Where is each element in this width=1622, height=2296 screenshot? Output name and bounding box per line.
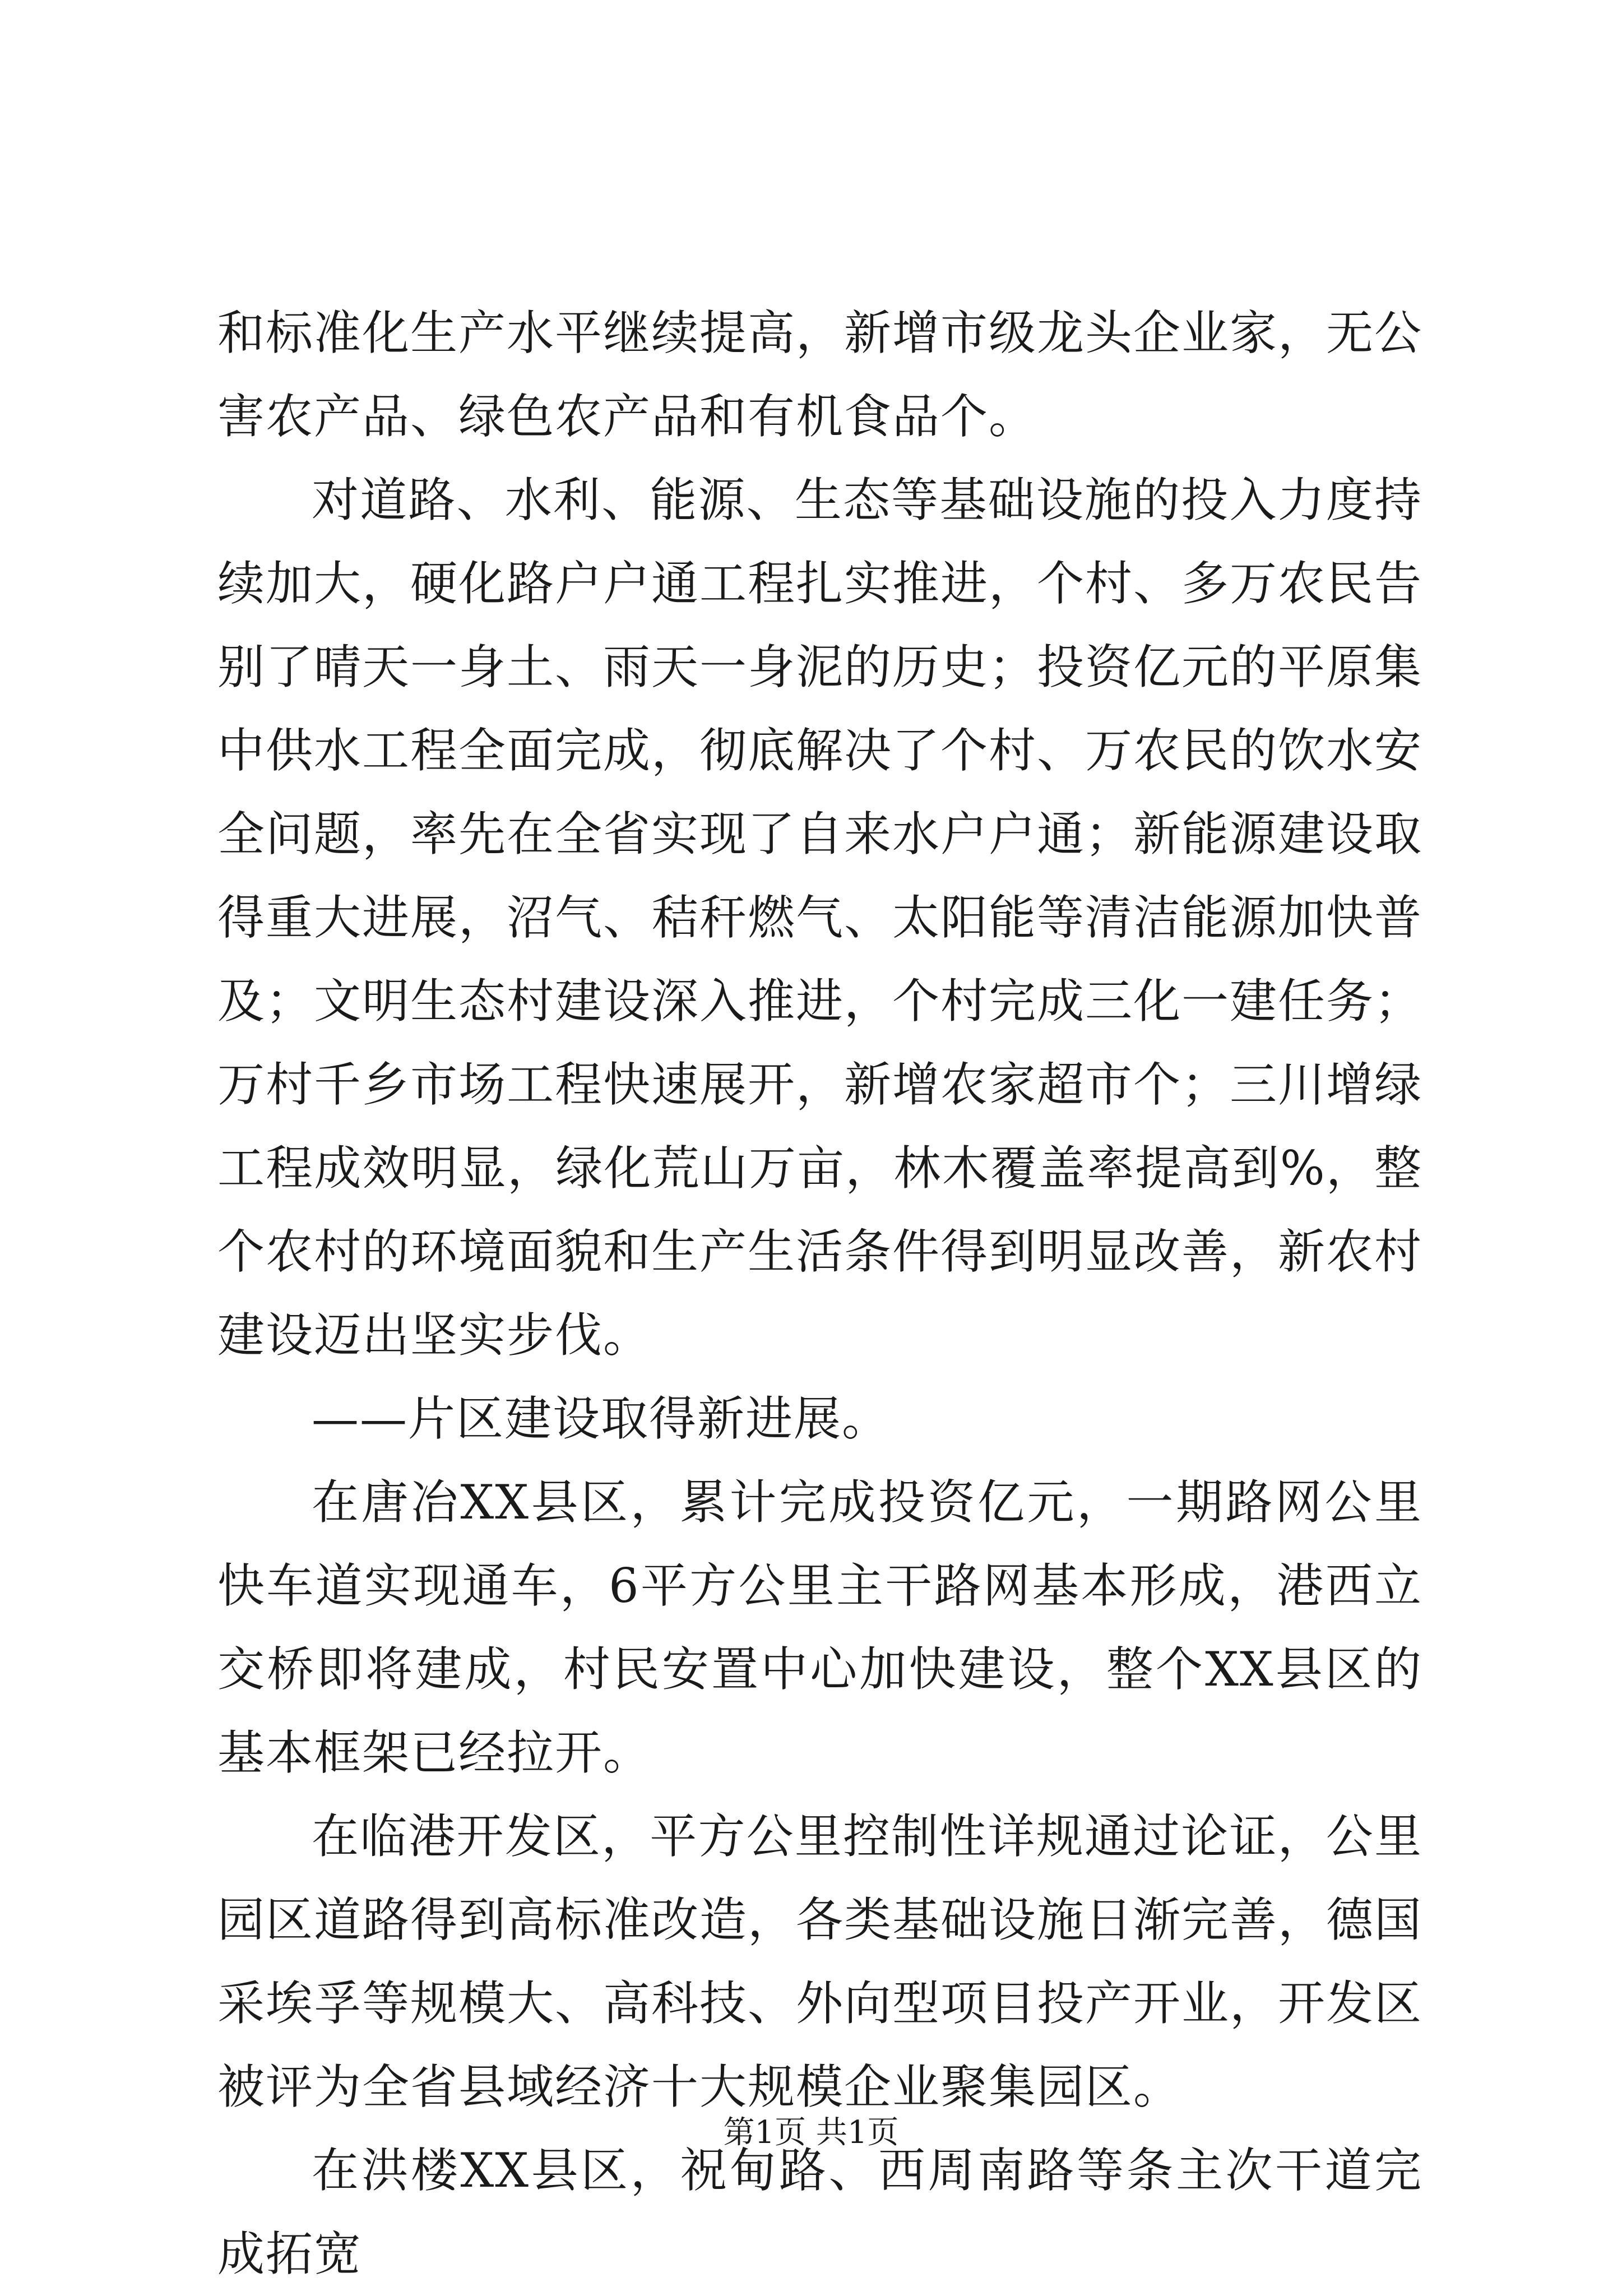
- page-footer: 第1页 共1页: [723, 2114, 899, 2151]
- paragraph-3-heading: ——片区建设取得新进展。: [312, 1391, 891, 1446]
- paragraph-6: 在洪楼XX县区，祝甸路、西周南路等条主次干道完成拓宽: [217, 2143, 1422, 2281]
- paragraph-1: 和标准化生产水平继续提高，新增市级龙头企业家，无公害农产品、绿色农产品和有机食品个。: [217, 305, 1423, 444]
- paragraph-4: 在唐冶XX县区，累计完成投资亿元，一期路网公里快车道实现通车，6平方公里主干路网基本形成，港西立交桥即将建成，村民安置中心加快建设，整个XX县区的基本框架已经拉开。: [217, 1475, 1422, 1780]
- paragraph-2: 对道路、水利、能源、生态等基础设施的投入力度持续加大，硬化路户户通工程扎实推进，个村、多万农民告别了晴天一身土、雨天一身泥的历史；投资亿元的平原集中供水工程全面完成，彻底解决了个村、万农民的饮水安全问题，率先在全省实现了自来水户户通；新能源建设取得重大进展，沼气、秸秆燃气、太阳能等清洁能源加快普及；文明生态村建设深入推进，个村完成三化一建任务；万村千乡市场工程快速展开，新增农家超市个；三川增绿工程成效明显，绿化荒山万亩，林木覆盖率提高到%，整个农村的环境面貌和生产生活条件得到明显改善，新农村建设迈出坚实步伐。: [217, 473, 1423, 1363]
- paragraph-5: 在临港开发区，平方公里控制性详规通过论证，公里园区道路得到高标准改造，各类基础设施日渐完善，德国采埃孚等规模大、高科技、外向型项目投产开业，开发区被评为全省县域经济十大规模企业聚集园区。: [217, 1809, 1423, 2114]
- document-body: [217, 291, 1422, 2296]
